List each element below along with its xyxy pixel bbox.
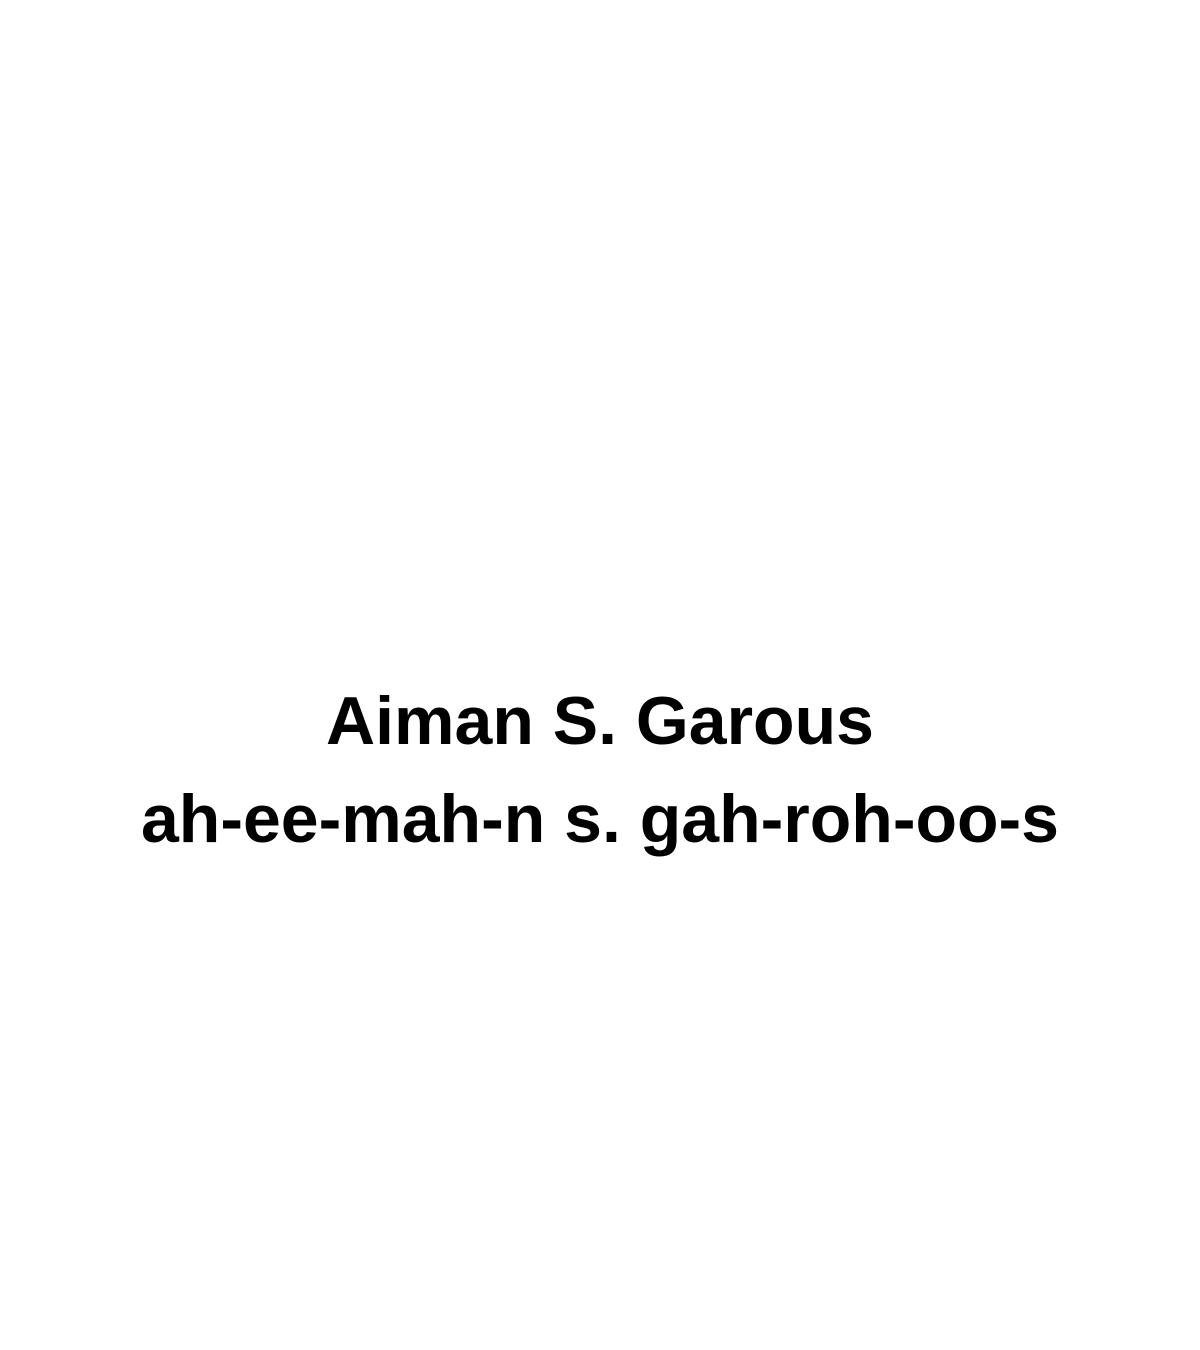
name-pronunciation-card: [0, 672, 1200, 868]
person-name: Aiman S. Garous: [326, 683, 874, 759]
name-pronunciation: ah-ee-mah-n s. gah-roh-oo-s: [140, 781, 1060, 857]
